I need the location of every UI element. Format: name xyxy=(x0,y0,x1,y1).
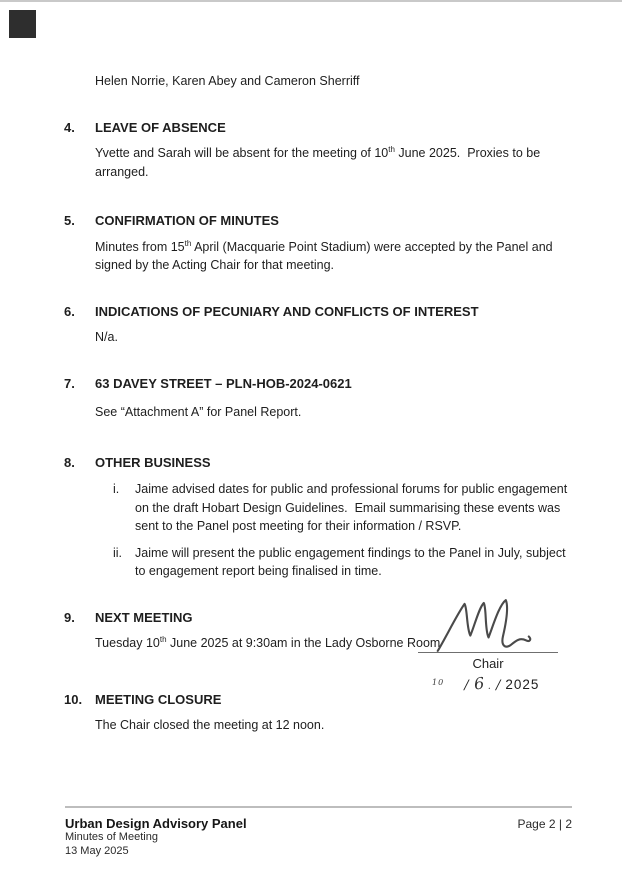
signature-line xyxy=(418,652,558,653)
list-marker: ii. xyxy=(113,545,123,560)
section-number: 8. xyxy=(64,454,75,470)
section-paragraph: The Chair closed the meeting at 12 noon. xyxy=(95,718,325,732)
date-dot: . xyxy=(487,681,492,692)
footer-org-title: Urban Design Advisory Panel xyxy=(65,816,247,831)
section-heading xyxy=(64,454,573,473)
minutes-section xyxy=(64,454,573,581)
minutes-section xyxy=(64,212,573,275)
section-title: CONFIRMATION OF MINUTES xyxy=(95,213,279,228)
attendees-continuation-line: Helen Norrie, Karen Abey and Cameron Sherriff xyxy=(95,74,360,88)
list-marker: i. xyxy=(113,482,120,496)
footer-date: 13 May 2025 xyxy=(65,844,129,857)
section-title: MEETING CLOSURE xyxy=(95,691,222,707)
date-day: 10 xyxy=(432,678,445,687)
section-heading xyxy=(64,375,573,394)
section-number: 9. xyxy=(64,609,75,625)
scan-corner-mark xyxy=(9,10,36,38)
list-item-text: Jaime advised dates for public and professional forums for public engagement on the draft Hobart Design Guidelines. Email summarising these events was sent to the Panel post meeting for their information / RSVP. xyxy=(135,482,571,533)
section-paragraph: Minutes from 15th April (Macquarie Point Stadium) were accepted by the Panel and signed by the Acting Chair for that meeting. xyxy=(95,238,557,272)
page-footer xyxy=(65,806,572,858)
section-number: 4. xyxy=(64,119,75,135)
minutes-section xyxy=(64,375,573,422)
footer-page-number: Page 2 | 2 xyxy=(517,817,572,831)
footer-left xyxy=(65,816,247,858)
date-year: 2025 xyxy=(505,677,540,692)
minutes-section xyxy=(64,303,573,347)
section-paragraph: Tuesday 10th June 2025 at 9:30am in the Lady Osborne Room xyxy=(95,634,441,650)
signature-block xyxy=(418,594,566,693)
section-heading xyxy=(64,119,573,138)
section-title: 63 DAVEY STREET – PLN-HOB-2024-0621 xyxy=(95,375,352,391)
section-title: OTHER BUSINESS xyxy=(95,454,211,470)
section-number: 5. xyxy=(64,213,75,228)
section-heading xyxy=(64,691,573,710)
section-heading xyxy=(64,303,573,322)
section-number: 6. xyxy=(64,303,75,319)
ordinal-superscript: th xyxy=(388,144,395,154)
date-slash: / xyxy=(464,678,470,693)
section-number: 10. xyxy=(64,691,83,707)
section-title: INDICATIONS OF PECUNIARY AND CONFLICTS OF INTEREST xyxy=(95,303,479,319)
section-title: LEAVE OF ABSENCE xyxy=(95,119,226,135)
signature-role-label: Chair xyxy=(472,656,504,671)
minutes-section xyxy=(64,119,573,182)
list-item xyxy=(95,480,573,536)
footer-doc-type: Minutes of Meeting xyxy=(65,831,158,843)
ordinal-superscript: th xyxy=(159,634,167,644)
minutes-section xyxy=(64,691,573,735)
section-title: NEXT MEETING xyxy=(95,609,193,625)
section-paragraph: Yvette and Sarah will be absent for the meeting of 10th June 2025. Proxies to be arranged. xyxy=(95,144,544,179)
list-item xyxy=(95,544,573,581)
chair-signature-icon xyxy=(432,594,547,656)
section-heading xyxy=(64,212,573,231)
signature-date xyxy=(418,674,566,693)
date-slash: / xyxy=(495,678,502,693)
section-paragraph: See “Attachment A” for Panel Report. xyxy=(95,405,302,419)
list-item-text: Jaime will present the public engagement findings to the Panel in July, subject to engagement report being finalised in time. xyxy=(135,545,570,578)
section-number: 7. xyxy=(64,375,75,391)
ordinal-superscript: th xyxy=(184,238,192,248)
date-month: 6 xyxy=(472,673,486,694)
section-paragraph: N/a. xyxy=(95,330,118,344)
